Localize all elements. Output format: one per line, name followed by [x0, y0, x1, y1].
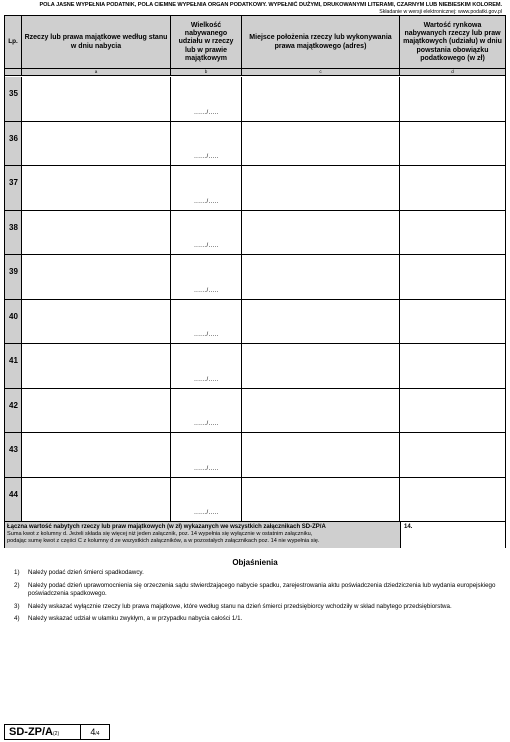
- explanations-list: [14, 569, 504, 628]
- explanation-text: Należy wskazać wyłącznie rzeczy lub prawa majątkowe, które według stanu na dzień śmierci przedsiębiorcy wchodziły w skład nabytego przedsiębiorstwa.: [28, 602, 452, 610]
- share-fraction: ....../.....: [194, 287, 219, 294]
- asset-field[interactable]: [22, 211, 171, 255]
- location-field[interactable]: [242, 166, 400, 210]
- asset-field[interactable]: [22, 344, 171, 388]
- table-row: [5, 122, 505, 167]
- table-row: [5, 300, 505, 345]
- location-field[interactable]: [242, 122, 400, 166]
- table-row: [5, 344, 505, 389]
- header-share: Wielkość nabywanego udziału w rzeczy lub w prawie majątkowym: [171, 16, 242, 69]
- share-field[interactable]: [171, 389, 242, 433]
- value-field[interactable]: [400, 344, 505, 388]
- asset-field[interactable]: [22, 166, 171, 210]
- row-number-cell: [5, 344, 22, 388]
- page-current: 4: [90, 727, 96, 737]
- total-title: Łączna wartość nabytych rzeczy lub praw majątkowych (w zł) wykazanych we wszystkich załącznikach SD-ZP/A: [7, 524, 326, 530]
- row-number: 41: [9, 356, 18, 365]
- table-body: [5, 77, 505, 522]
- explanation-text: Należy podać dzień uprawomocnienia się orzeczenia sądu stwierdzającego nabycie spadku, zarejestrowania aktu poświadczenia dziedziczenia lub wydania europejskiego poświadczenia spadkowego.: [28, 581, 496, 598]
- row-number-cell: [5, 300, 22, 344]
- table-header: [5, 16, 505, 69]
- table-row: [5, 478, 505, 523]
- row-number: 35: [9, 89, 18, 98]
- letter-a: a: [22, 69, 171, 75]
- share-field[interactable]: [171, 300, 242, 344]
- share-fraction: ....../.....: [194, 243, 219, 249]
- value-field[interactable]: [400, 122, 505, 166]
- row-number-cell: [5, 255, 22, 299]
- location-field[interactable]: [242, 433, 400, 477]
- table-row: [5, 166, 505, 211]
- row-number-cell: [5, 478, 22, 522]
- row-number: 36: [9, 133, 18, 143]
- explanation-item: [14, 603, 504, 612]
- row-number-cell: [5, 389, 22, 433]
- value-field[interactable]: [400, 389, 505, 433]
- location-field[interactable]: [242, 300, 400, 344]
- asset-field[interactable]: [22, 389, 171, 433]
- letter-c: c: [242, 69, 400, 75]
- share-field[interactable]: [171, 478, 242, 522]
- form-code-text: SD-ZP/A: [9, 726, 53, 738]
- header-assets: Rzeczy lub prawa majątkowe według stanu w dniu nabycia: [22, 16, 171, 69]
- explanation-number: 4): [14, 615, 20, 623]
- total-description: [7, 524, 397, 545]
- value-field[interactable]: [400, 433, 505, 477]
- row-number: 40: [9, 311, 18, 321]
- asset-field[interactable]: [22, 478, 171, 522]
- assets-table: [4, 15, 506, 548]
- share-field[interactable]: [171, 255, 242, 299]
- share-fraction: ....../.....: [194, 109, 219, 116]
- value-field[interactable]: [400, 478, 505, 522]
- location-field[interactable]: [242, 389, 400, 433]
- share-fraction: ....../.....: [194, 465, 219, 472]
- total-field-14[interactable]: [400, 522, 505, 548]
- table-row: [5, 433, 505, 478]
- explanation-item: [14, 615, 504, 624]
- explanation-text: Należy wskazać udział w ułamku zwykłym, a w przypadku nabycia całości 1/1.: [28, 615, 243, 623]
- form-code: [5, 725, 81, 739]
- table-row: [5, 389, 505, 434]
- total-note-line1: Suma kwot z kolumny d. Jeżeli składa się więcej niż jeden załącznik, poz. 14 wypełnia się wyłącznie w ostatnim załączniku,: [7, 531, 313, 537]
- explanation-number: 2): [14, 581, 20, 589]
- row-number: 37: [9, 178, 18, 187]
- share-fraction: ....../.....: [194, 198, 219, 205]
- row-number-cell: [5, 122, 22, 166]
- share-fraction: ....../.....: [194, 154, 219, 160]
- value-field[interactable]: [400, 211, 505, 255]
- header-market-value: Wartość rynkowa nabywanych rzeczy lub praw majątkowych (udziału) w dniu powstania obowiązku podatkowego (w zł): [403, 21, 502, 62]
- total-note-line2: podając sumę kwot z części C z kolumny d ze wszystkich załączników, a w pozostałych załącznikach poz. 14 nie wypełnia się.: [7, 538, 320, 544]
- share-field[interactable]: [171, 77, 242, 121]
- asset-field[interactable]: [22, 77, 171, 121]
- row-number-cell: [5, 433, 22, 477]
- row-number: 44: [9, 489, 18, 499]
- location-field[interactable]: [242, 211, 400, 255]
- table-row: [5, 255, 505, 300]
- asset-field[interactable]: [22, 433, 171, 477]
- asset-field[interactable]: [22, 300, 171, 344]
- row-number: 38: [9, 222, 18, 232]
- share-field[interactable]: [171, 122, 242, 166]
- value-field[interactable]: [400, 77, 505, 121]
- share-fraction: ....../.....: [194, 510, 219, 516]
- header-lp: Lp.: [5, 16, 22, 69]
- location-field[interactable]: [242, 478, 400, 522]
- share-field[interactable]: [171, 433, 242, 477]
- page-total: /4: [95, 731, 100, 737]
- asset-field[interactable]: [22, 255, 171, 299]
- total-field-number: 14.: [404, 524, 413, 530]
- letter-blank: [5, 69, 22, 75]
- explanation-item: [14, 582, 504, 599]
- form-version: (2): [53, 731, 60, 737]
- location-field[interactable]: [242, 344, 400, 388]
- top-instructions: [2, 2, 502, 16]
- letter-d: d: [451, 69, 454, 74]
- table-row: [5, 77, 505, 122]
- share-fraction: ....../.....: [194, 376, 219, 383]
- location-field[interactable]: [242, 77, 400, 121]
- value-field[interactable]: [400, 300, 505, 344]
- share-field[interactable]: [171, 344, 242, 388]
- row-number-cell: [5, 166, 22, 210]
- row-number: 39: [9, 267, 18, 276]
- share-fraction: ....../.....: [194, 332, 219, 338]
- total-section: [5, 522, 505, 548]
- form-footer: [4, 724, 110, 740]
- electronic-submission-note: Składanie w wersji elektronicznej: www.podatki.gov.pl: [379, 9, 502, 15]
- row-number-cell: [5, 77, 22, 121]
- share-field[interactable]: [171, 211, 242, 255]
- column-letters: [5, 69, 505, 76]
- explanation-number: 1): [14, 569, 20, 576]
- explanation-number: 3): [14, 602, 20, 610]
- fill-instructions: POLA JASNE WYPEŁNIA PODATNIK, POLA CIEMNE WYPEŁNIA ORGAN PODATKOWY. WYPEŁNIĆ DUŻYMI, DRUKOWANYMI LITERAMI, CZARNYM LUB NIEBIESKIM KOLOREM.: [39, 2, 502, 8]
- explanation-text: Należy podać dzień śmierci spadkodawcy.: [28, 569, 144, 576]
- row-number: 42: [9, 400, 18, 410]
- value-field[interactable]: [400, 166, 505, 210]
- share-field[interactable]: [171, 166, 242, 210]
- explanation-item: [14, 569, 504, 578]
- row-number: 43: [9, 445, 18, 454]
- table-row: [5, 211, 505, 256]
- asset-field[interactable]: [22, 122, 171, 166]
- location-field[interactable]: [242, 255, 400, 299]
- letter-b: b: [171, 69, 242, 75]
- share-fraction: ....../.....: [194, 421, 219, 427]
- explanations-title: Objaśnienia: [232, 558, 278, 567]
- row-number-cell: [5, 211, 22, 255]
- header-location: Miejsce położenia rzeczy lub wykonywania prawa majątkowego (adres): [242, 16, 400, 69]
- value-field[interactable]: [400, 255, 505, 299]
- page-number: [81, 725, 109, 739]
